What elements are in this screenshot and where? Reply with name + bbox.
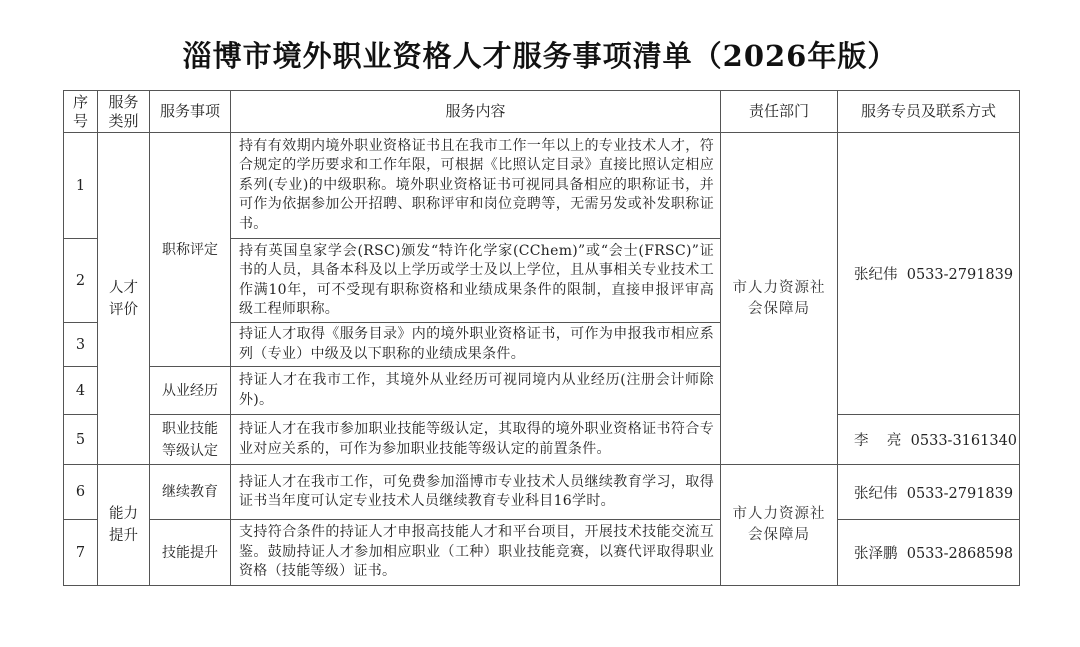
item-cell: 从业经历 bbox=[150, 367, 231, 415]
item-cell: 技能提升 bbox=[150, 520, 231, 586]
item-cell: 职称评定 bbox=[150, 133, 231, 367]
content-cell: 持证人才在我市工作，其境外从业经历可视同境内从业经历(注册会计师除外)。 bbox=[231, 367, 721, 415]
header-no: 序号 bbox=[64, 91, 98, 133]
item-cell: 职业技能等级认定 bbox=[150, 415, 231, 465]
row-no: 6 bbox=[64, 465, 98, 520]
row-no: 3 bbox=[64, 323, 98, 367]
table-header-row bbox=[64, 91, 1020, 133]
dept-cell: 市人力资源社会保障局 bbox=[721, 465, 838, 586]
content-cell: 持证人才在我市工作，可免费参加淄博市专业技术人员继续教育学习，取得证书当年度可认定专业技术人员继续教育专业科目16学时。 bbox=[231, 465, 721, 520]
table-row bbox=[64, 415, 1020, 465]
category-cell: 能力提升 bbox=[98, 465, 150, 586]
content-cell: 支持符合条件的持证人才申报高技能人才和平台项目，开展技术技能交流互鉴。鼓励持证人才参加相应职业（工种）职业技能竞赛，以赛代评取得职业资格（技能等级）证书。 bbox=[231, 520, 721, 586]
dept-cell: 市人力资源社会保障局 bbox=[721, 133, 838, 465]
row-no: 4 bbox=[64, 367, 98, 415]
contact-cell: 张泽鹏 0533-2868598 bbox=[838, 520, 1020, 586]
header-contact: 服务专员及联系方式 bbox=[838, 91, 1020, 133]
content-cell: 持有有效期内境外职业资格证书且在我市工作一年以上的专业技术人才，符合规定的学历要求和工作年限，可根据《比照认定目录》直接比照认定相应系列(专业)的中级职称。境外职业资格证书可视同具备相应的职称证书，并可作为依据参加公开招聘、职称评审和岗位竞聘等，无需另发或补发职称证书。 bbox=[231, 133, 721, 239]
contact-cell: 张纪伟 0533-2791839 bbox=[838, 465, 1020, 520]
header-content: 服务内容 bbox=[231, 91, 721, 133]
row-no: 1 bbox=[64, 133, 98, 239]
service-table bbox=[63, 90, 1020, 586]
table-row bbox=[64, 465, 1020, 520]
category-cell: 人才评价 bbox=[98, 133, 150, 465]
content-cell: 持证人才在我市参加职业技能等级认定，其取得的境外职业资格证书符合专业对应关系的，可作为参加职业技能等级认定的前置条件。 bbox=[231, 415, 721, 465]
row-no: 5 bbox=[64, 415, 98, 465]
row-no: 2 bbox=[64, 239, 98, 323]
header-item: 服务事项 bbox=[150, 91, 231, 133]
table-row bbox=[64, 133, 1020, 239]
header-category: 服务类别 bbox=[98, 91, 150, 133]
contact-cell: 李 亮 0533-3161340 bbox=[838, 415, 1020, 465]
item-cell: 继续教育 bbox=[150, 465, 231, 520]
header-dept: 责任部门 bbox=[721, 91, 838, 133]
content-cell: 持有英国皇家学会(RSC)颁发“特许化学家(CChem)”或“会士(FRSC)”证书的人员，具备本科及以上学历或学士及以上学位，且从事相关专业技术工作满10年，可不受现有职称资格和业绩成果条件的限制，直接申报评审高级工程师职称。 bbox=[231, 239, 721, 323]
content-cell: 持证人才取得《服务目录》内的境外职业资格证书，可作为申报我市相应系列（专业）中级及以下职称的业绩成果条件。 bbox=[231, 323, 721, 367]
row-no: 7 bbox=[64, 520, 98, 586]
contact-cell: 张纪伟 0533-2791839 bbox=[838, 133, 1020, 415]
page-title: 淄博市境外职业资格人才服务事项清单（2026年版） bbox=[182, 39, 898, 73]
table-row bbox=[64, 520, 1020, 586]
